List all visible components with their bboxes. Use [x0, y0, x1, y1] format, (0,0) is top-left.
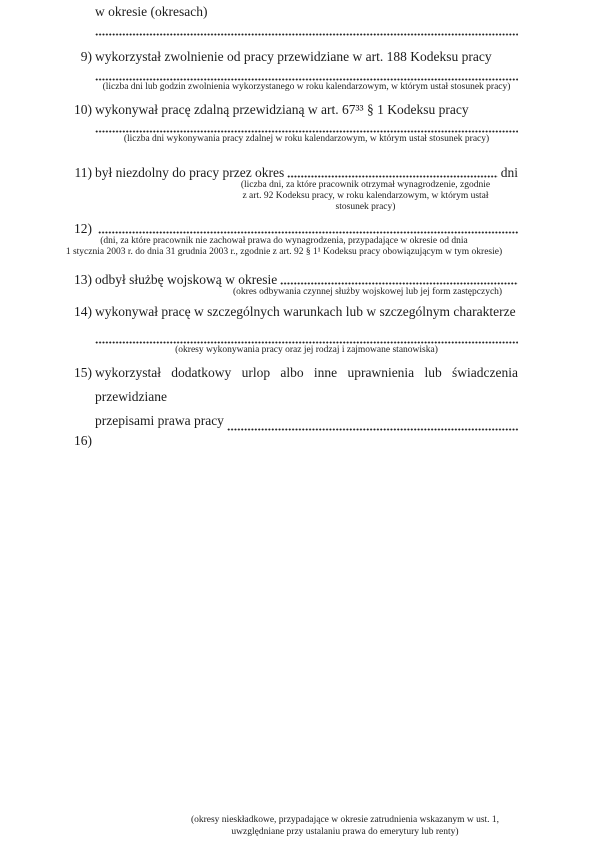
item-16-number: 16) [74, 433, 92, 448]
item-15-text-line1: wykorzystał dodatkowy urlop albo inne uprawnienia lub świadczenia przewidziane [95, 365, 518, 404]
item-9-blank-line-row [72, 72, 518, 82]
item-9-text: wykorzystał zwolnienie od pracy przewidziane w art. 188 Kodeksu pracy [95, 49, 492, 64]
item-10-row [72, 102, 518, 117]
item-13-row [72, 272, 518, 287]
item-14-fill-in-line [95, 335, 518, 345]
item-11-fill-in-line [287, 165, 497, 180]
item-11-row [72, 165, 518, 180]
item-14-text: wykonywał pracę w szczególnych warunkach lub w szczególnym charakterze [95, 304, 516, 319]
item-12-number: 12) [74, 221, 92, 236]
item-9-caption: (liczba dni lub godzin zwolnienia wykorzystanego w roku kalendarzowym, w którym ustał stosunek pracy) [102, 82, 511, 92]
item-12-row [72, 221, 518, 236]
item-9-fill-in-line [95, 72, 518, 82]
item-9-row [72, 49, 518, 64]
item-12-caption: (dni, za które pracownik nie zachował prawa do wynagrodzenia, przypadające w okresie od dnia 1 stycznia 2003 r. do dnia 31 grudnia 2003 r., zgodnie z art. 92 § 1¹ Kodeksu pracy obowiązującym w tym okresie) [65, 236, 503, 257]
lead-continuation-row [72, 4, 518, 19]
item-11-line [95, 165, 518, 180]
item-10-caption-row [72, 134, 518, 145]
item-15-fill-in-line [227, 409, 518, 433]
item-10-number: 10) [74, 102, 92, 117]
lead-blank-line-row [72, 27, 518, 37]
item-11-caption: (liczba dni, za które pracownik otrzymał wynagrodzenie, zgodnie z art. 92 Kodeksu pracy, w roku kalendarzowym, w którym ustał stosunek pracy) [240, 180, 491, 212]
item-13-text: odbył służbę wojskową w okresie [95, 272, 278, 287]
item-13-line [95, 272, 518, 287]
item-14-number: 14) [74, 304, 92, 319]
item-11-text: był niezdolny do pracy przez okres [95, 165, 285, 180]
item-11-number: 11) [74, 165, 92, 180]
item-10-text: wykonywał pracę zdalną przewidzianą w art. 67³³ § 1 Kodeksu pracy [95, 102, 469, 117]
lead-number-spacer [72, 4, 92, 19]
item-10-caption: (liczba dni wykonywania pracy zdalnej w roku kalendarzowym, w którym ustał stosunek pracy) [123, 134, 490, 144]
item-12-fill-in-line [98, 221, 518, 236]
item-14-blank-line-row [72, 335, 518, 345]
lead-fill-in-line [95, 27, 518, 37]
item-16-caption: (okresy nieskładkowe, przypadające w okresie zatrudnienia wskazanym w ust. 1, uwzględniane przy ustalaniu prawa do emerytury lub renty) [190, 815, 500, 837]
item-14-caption-row [72, 345, 518, 356]
item-15-text-line2: przepisami prawa pracy [95, 413, 224, 428]
item-15-row [72, 361, 518, 433]
item-14-caption: (okresy wykonywania pracy oraz jej rodzaj i zajmowane stanowiska) [175, 345, 438, 355]
lead-text: w okresie (okresach) [95, 4, 208, 19]
item-10-blank-line-row [72, 124, 518, 134]
item-11-unit-label: dni [500, 165, 518, 180]
item-10-fill-in-line [95, 124, 518, 134]
item-16-empty-body [95, 433, 518, 448]
item-9-number: 9) [80, 49, 92, 64]
item-15-text-line2-row [95, 409, 518, 433]
item-13-caption: (okres odbywania czynnej służby wojskowej lub jej form zastępczych) [233, 287, 503, 297]
item-15-number: 15) [74, 365, 92, 380]
item-14-row [72, 304, 518, 319]
item-13-fill-in-line [280, 272, 518, 287]
item-16-row [72, 433, 518, 448]
item-9-caption-row [72, 82, 518, 93]
item-13-caption-row [72, 287, 518, 298]
item-13-number: 13) [74, 272, 92, 287]
item-11-caption-row [72, 180, 518, 213]
item-12-caption-row [65, 236, 518, 258]
